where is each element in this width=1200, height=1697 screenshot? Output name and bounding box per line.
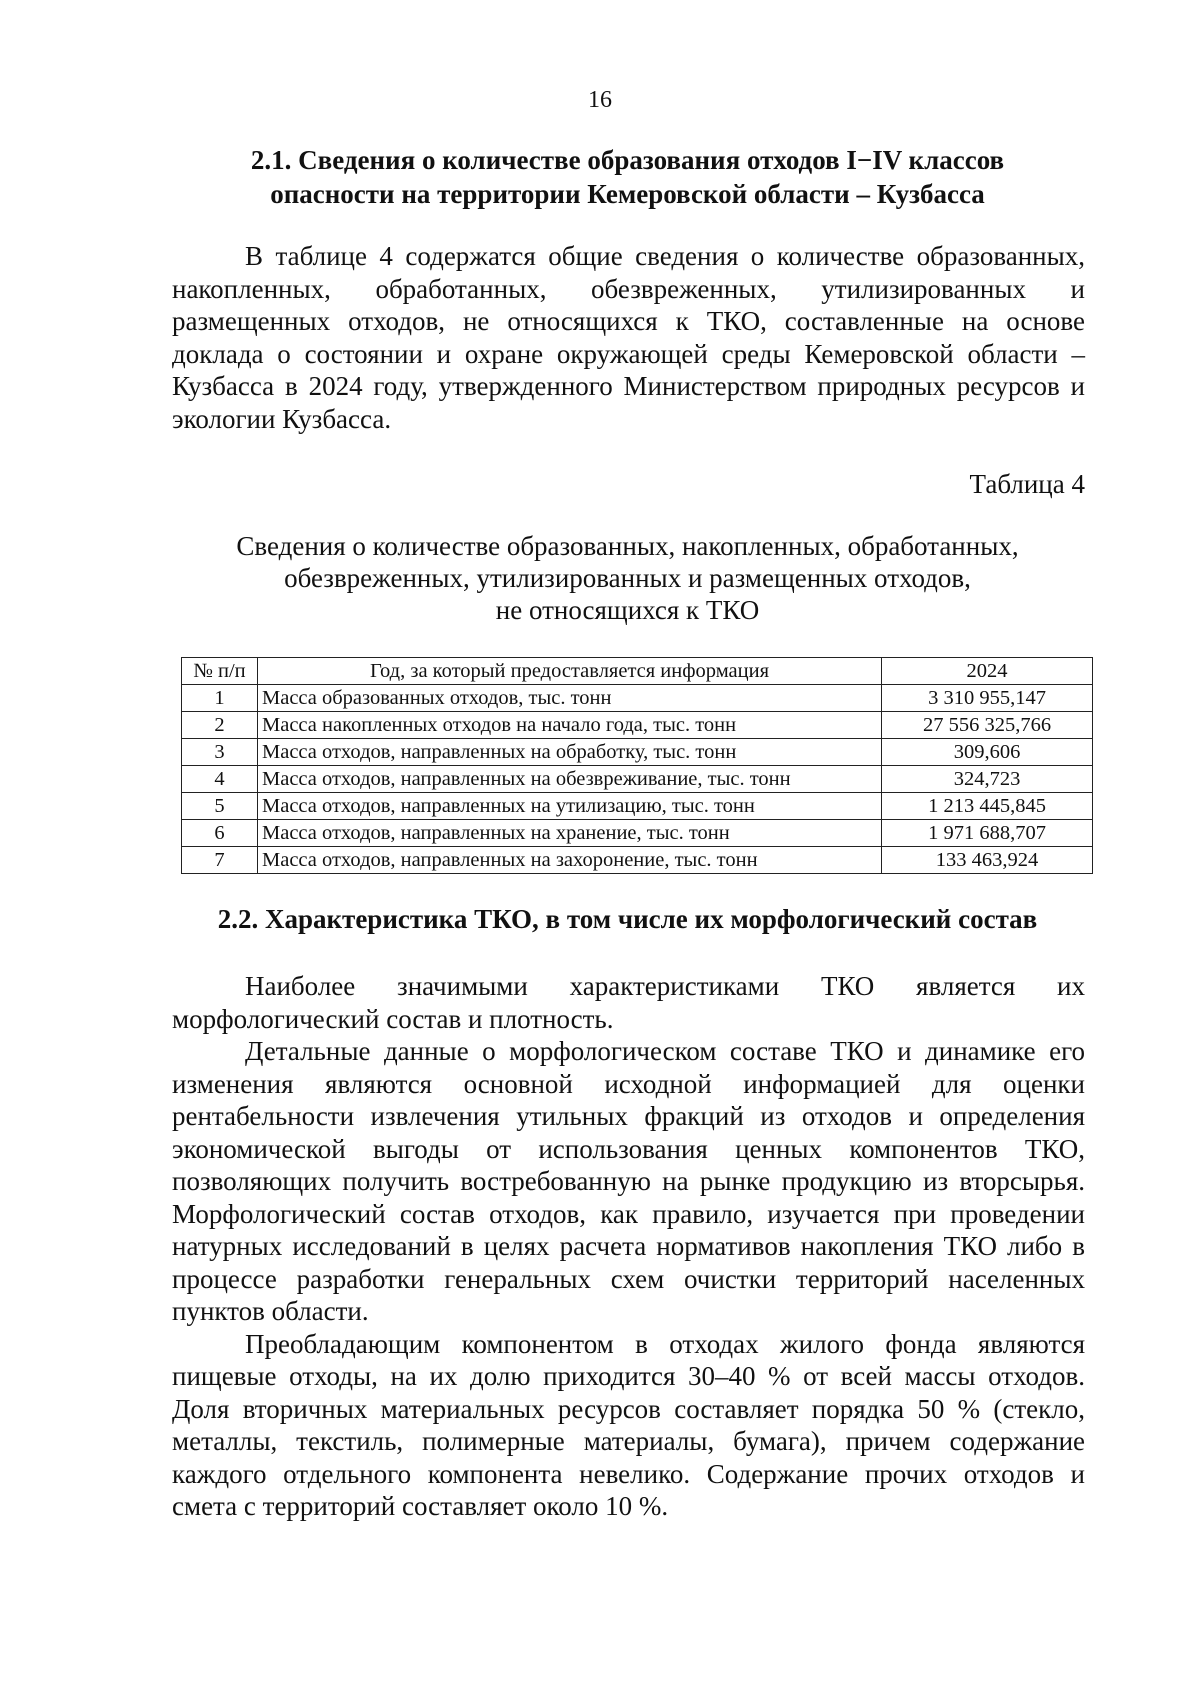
- body-paragraph-2: Детальные данные о морфологическом составе ТКО и динамике его изменения являются основной исходной информацией для оценки рентабельности извлечения утильных фракций из отходов и определения экономической выгоды от использования ценных компонентов ТКО, позволяющих получить востребованную на рынке продукцию из вторсырья. Морфологический состав отходов, как правило, изучается при проведении натурных исследований в целях расчета нормативов накопления ТКО либо в процессе разработки генеральных схем очистки территорий населенных пунктов области.: [172, 1036, 1085, 1326]
- waste-data-table: [181, 657, 1093, 874]
- row-value: 1 213 445,845: [882, 793, 1093, 820]
- row-label: Масса отходов, направленных на обезвреживание, тыс. тонн: [258, 766, 882, 793]
- row-num: 3: [182, 739, 258, 766]
- table-row: [182, 820, 1093, 847]
- section-heading-line-1: 2.1. Сведения о количестве образования отходов I−IV классов: [250, 145, 1005, 175]
- table-row: [182, 685, 1093, 712]
- table-title: [170, 530, 1085, 626]
- row-label: Масса накопленных отходов на начало года, тыс. тонн: [258, 712, 882, 739]
- table-label: Таблица 4: [969, 469, 1085, 499]
- row-value: 133 463,924: [882, 847, 1093, 874]
- header-num: № п/п: [182, 658, 258, 685]
- table-title-line-1: Сведения о количестве образованных, накопленных, обработанных,: [236, 531, 1019, 561]
- row-label: Масса отходов, направленных на хранение, тыс. тонн: [258, 820, 882, 847]
- row-num: 6: [182, 820, 258, 847]
- table-title-line-3: не относящихся к ТКО: [495, 595, 760, 625]
- table-header-row: [182, 658, 1093, 685]
- table-row: [182, 847, 1093, 874]
- table-row: [182, 712, 1093, 739]
- row-value: 324,723: [882, 766, 1093, 793]
- section-2-body: [172, 970, 1085, 1523]
- body-paragraph-1: Наиболее значимыми характеристиками ТКО является их морфологический состав и плотность.: [172, 971, 1085, 1034]
- body-paragraph-3: Преобладающим компонентом в отходах жилого фонда являются пищевые отходы, на их долю приходится 30–40 % от всей массы отходов. Доля вторичных материальных ресурсов составляет порядка 50 % (стекло, металлы, текстиль, полимерные материалы, бумага), причем содержание каждого отдельного компонента невелико. Содержание прочих отходов и смета с территорий составляет около 10 %.: [172, 1328, 1085, 1521]
- section-heading-line-2: опасности на территории Кемеровской области – Кузбасса: [270, 179, 985, 209]
- row-value: 27 556 325,766: [882, 712, 1093, 739]
- section-heading-2-2: 2.2. Характеристика ТКО, в том числе их морфологический состав: [217, 904, 1038, 934]
- row-label: Масса отходов, направленных на обработку, тыс. тонн: [258, 739, 882, 766]
- header-label: Год, за который предоставляется информация: [258, 658, 882, 685]
- section-heading-2-1: [170, 143, 1085, 211]
- row-label: Масса отходов, направленных на утилизацию, тыс. тонн: [258, 793, 882, 820]
- intro-paragraph: В таблице 4 содержатся общие сведения о количестве образованных, накопленных, обработанных, обезвреженных, утилизированных и размещенных отходов, не относящихся к ТКО, составленные на основе доклада о состоянии и охране окружающей среды Кемеровской области – Кузбасса в 2024 году, утвержденного Министерством природных ресурсов и экологии Кузбасса.: [172, 241, 1085, 434]
- row-label: Масса отходов, направленных на захоронение, тыс. тонн: [258, 847, 882, 874]
- row-value: 1 971 688,707: [882, 820, 1093, 847]
- row-num: 1: [182, 685, 258, 712]
- table-title-line-2: обезвреженных, утилизированных и размещенных отходов,: [284, 563, 971, 593]
- row-label: Масса образованных отходов, тыс. тонн: [258, 685, 882, 712]
- row-num: 2: [182, 712, 258, 739]
- table-row: [182, 739, 1093, 766]
- row-num: 4: [182, 766, 258, 793]
- row-value: 309,606: [882, 739, 1093, 766]
- row-value: 3 310 955,147: [882, 685, 1093, 712]
- page-number: 16: [588, 87, 612, 113]
- row-num: 5: [182, 793, 258, 820]
- table-row: [182, 766, 1093, 793]
- row-num: 7: [182, 847, 258, 874]
- table-row: [182, 793, 1093, 820]
- header-value: 2024: [882, 658, 1093, 685]
